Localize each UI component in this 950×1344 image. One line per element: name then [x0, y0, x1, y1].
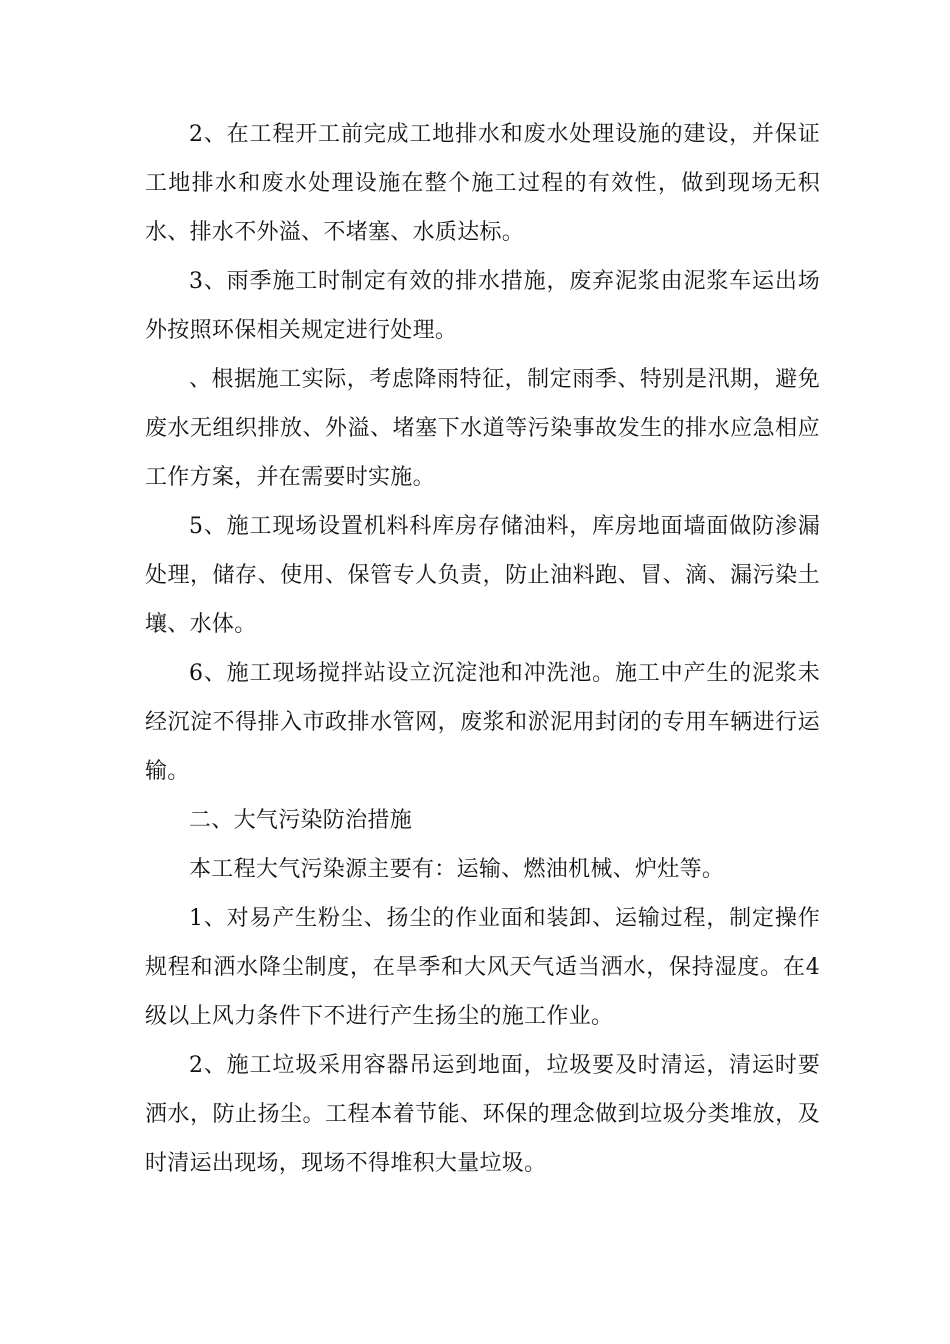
- paragraph-rainy-season-drainage: 3、雨季施工时制定有效的排水措施，废弃泥浆由泥浆车运出场外按照环保相关规定进行处理。: [145, 269, 820, 343]
- paragraph-mixing-station: 6、施工现场搅拌站设立沉淀池和冲洗池。施工中产生的泥浆未经沉淀不得排入市政排水管网，废浆和淤泥用封闭的专用车辆进行运输。: [145, 661, 820, 784]
- section-heading-air-pollution: 二、大气污染防治措施: [189, 808, 413, 833]
- paragraph-waste-removal: 2、施工垃圾采用容器吊运到地面，垃圾要及时清运，清运时要洒水，防止扬尘。工程本着节能、环保的理念做到垃圾分类堆放，及时清运出现场，现场不得堆积大量垃圾。: [145, 1053, 820, 1176]
- paragraph-emergency-plan: 、根据施工实际，考虑降雨特征，制定雨季、特别是汛期，避免废水无组织排放、外溢、堵塞下水道等污染事故发生的排水应急相应工作方案，并在需要时实施。: [145, 367, 820, 490]
- paragraph-drainage-facilities: 2、在工程开工前完成工地排水和废水处理设施的建设，并保证工地排水和废水处理设施在整个施工过程的有效性，做到现场无积水、排水不外溢、不堵塞、水质达标。: [145, 122, 820, 245]
- paragraph-dust-control: 1、对易产生粉尘、扬尘的作业面和装卸、运输过程，制定操作规程和洒水降尘制度，在旱季和大风天气适当洒水，保持湿度。在4级以上风力条件下不进行产生扬尘的施工作业。: [145, 906, 820, 1029]
- paragraph-oil-storage: 5、施工现场设置机料科库房存储油料，库房地面墙面做防渗漏处理，储存、使用、保管专人负责，防止油料跑、冒、滴、漏污染土壤、水体。: [145, 514, 820, 637]
- document-body: [145, 110, 820, 1188]
- paragraph-pollution-sources: 本工程大气污染源主要有：运输、燃油机械、炉灶等。: [189, 857, 725, 882]
